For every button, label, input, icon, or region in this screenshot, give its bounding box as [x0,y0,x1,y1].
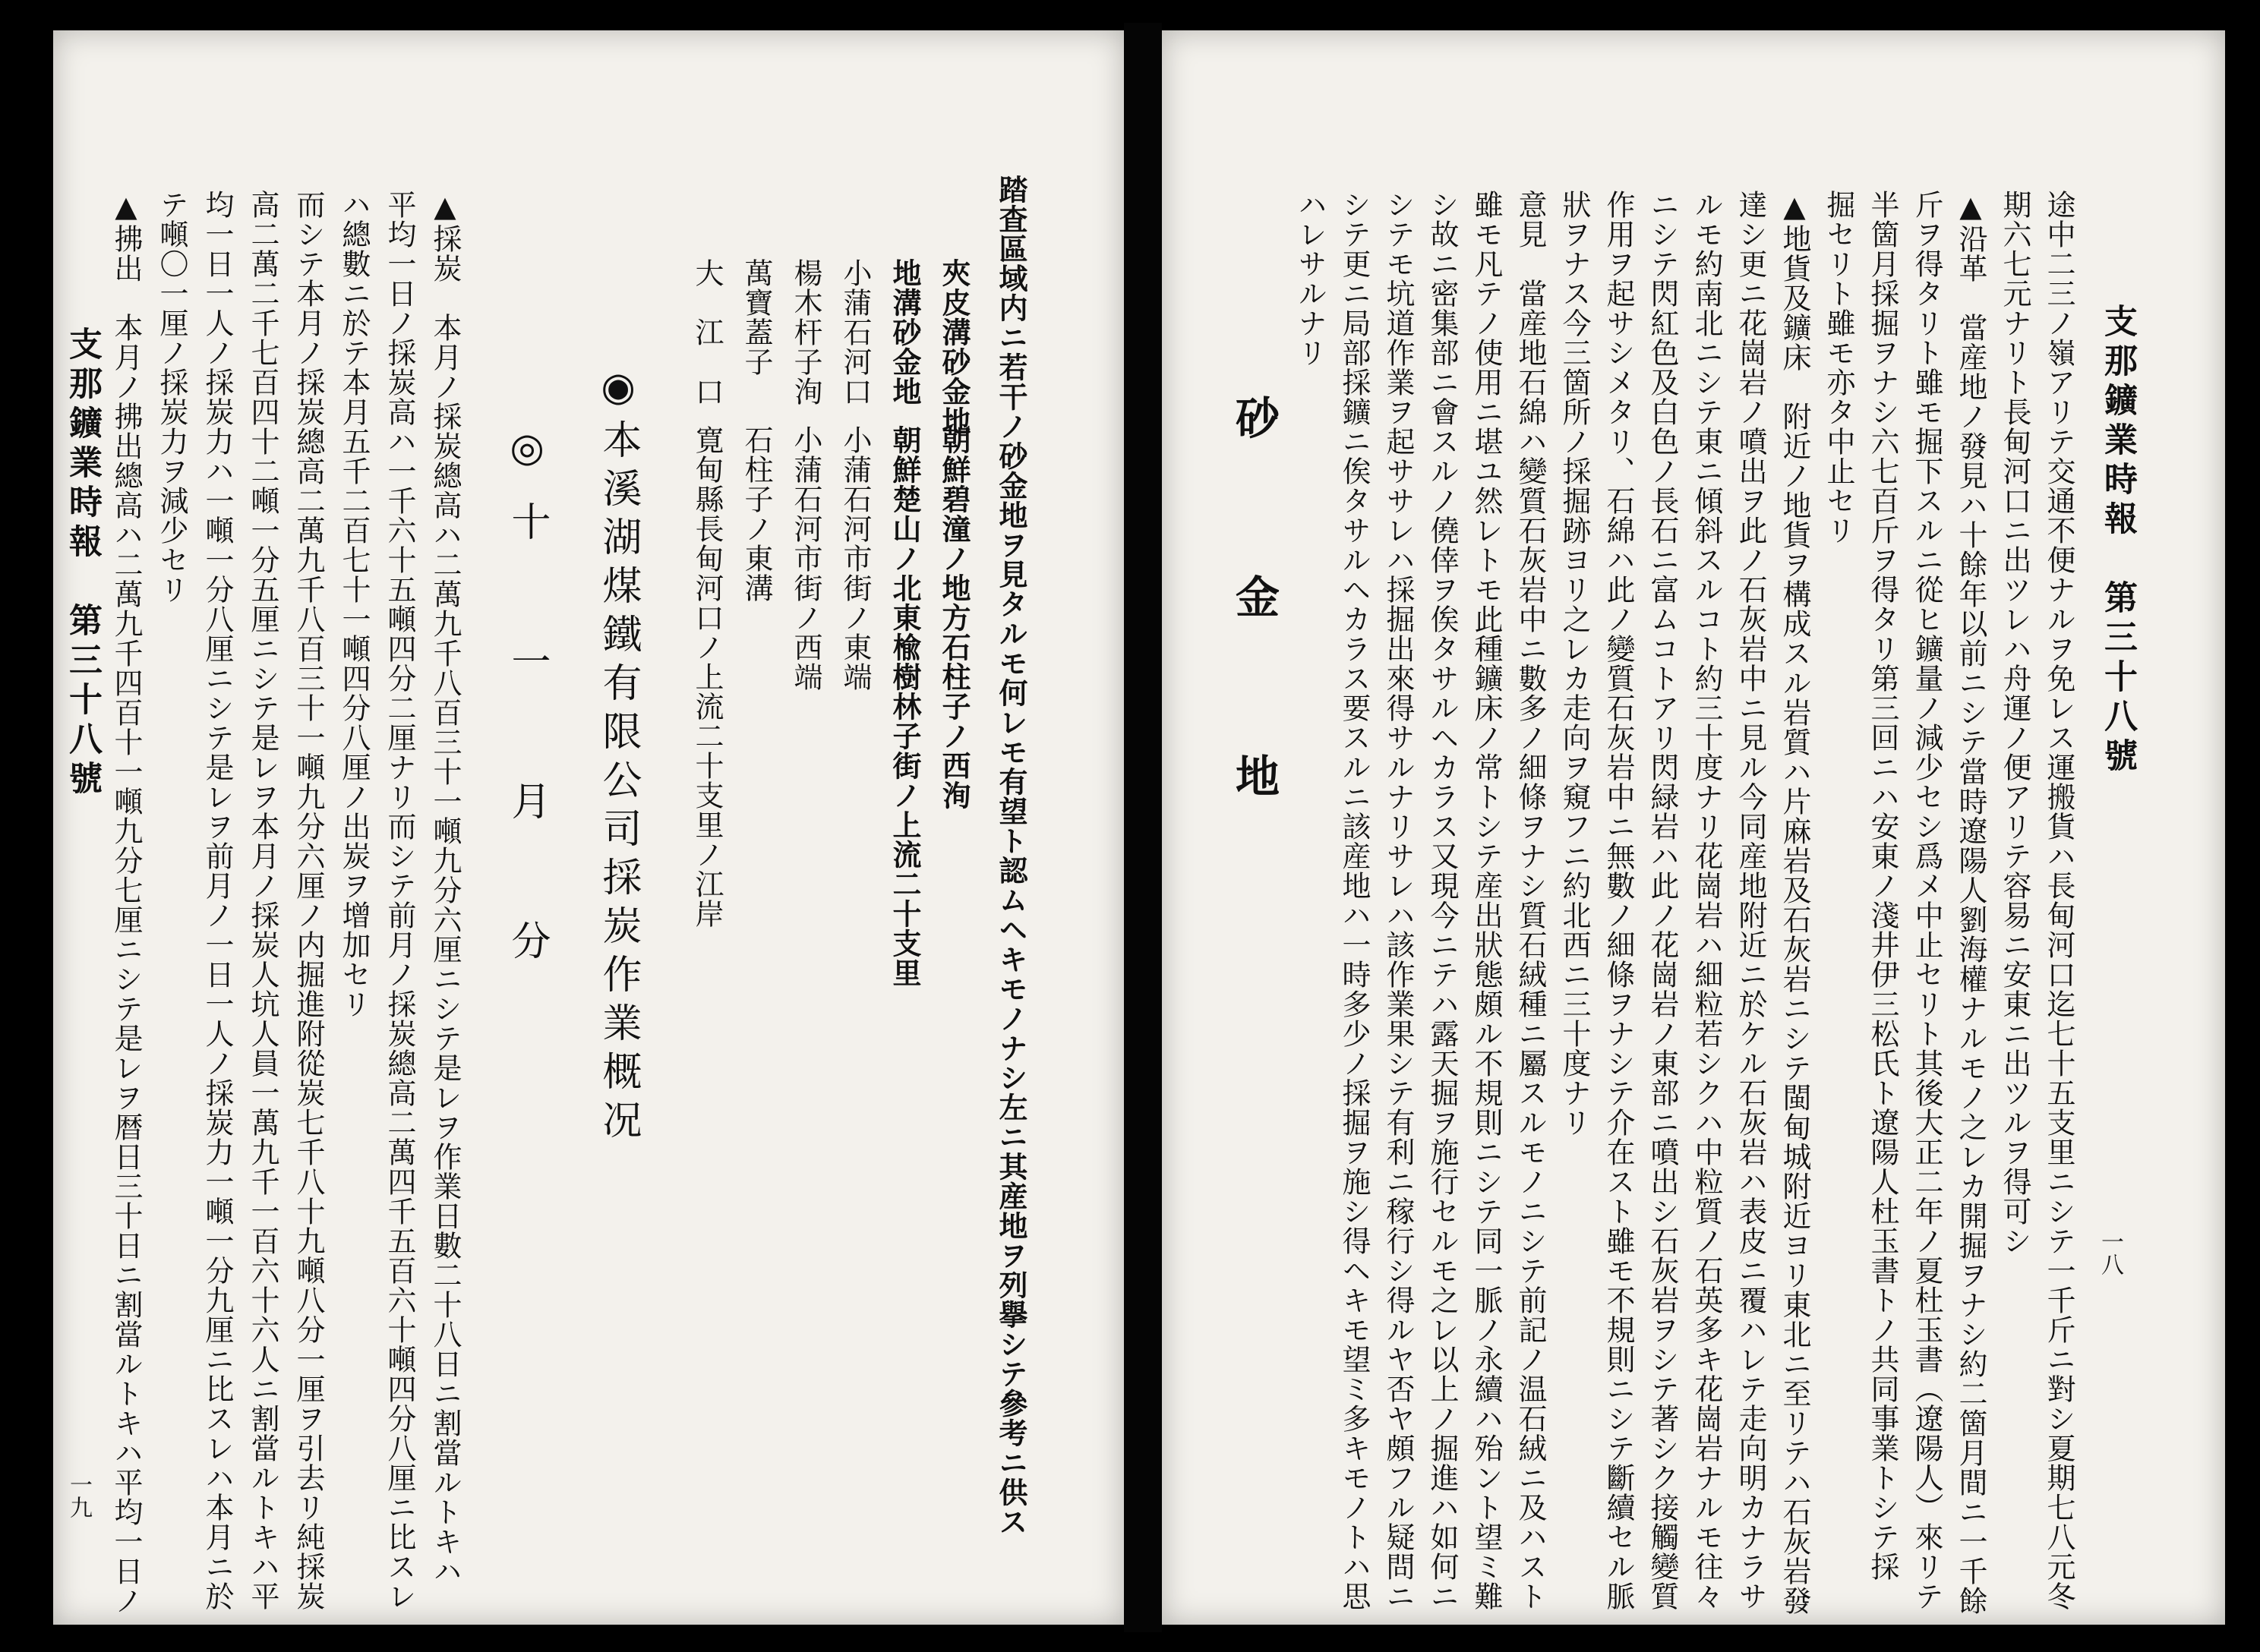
body-line: 達シ更ニ花崗岩ノ噴出ヲ此ノ石灰岩中ニ見ル今同産地附近ニ於ケル石灰岩ハ表皮ニ覆ハレテ走向明カナラサ [1734,190,1767,1611]
right-page [1162,30,2225,1625]
placer-name: 小蒲石河口 [838,258,872,406]
placer-name: 夾皮溝砂金地 [937,258,971,436]
page-number: 一八 [2097,1230,2123,1275]
section-title: 砂 金 地 [1228,395,1280,843]
body-line: ▲沿革 當産地ノ發見ハ十餘年以前ニシテ當時遼陽人劉海權ナルモノ之レカ開掘ヲナシ約二箇月間ニ一千餘 [1954,190,1987,1616]
placer-location: 小蒲石河市街ノ西端 [789,425,822,692]
body-line: シテモ坑道作業ヲ起ササレハ採掘出來得サルナリサレハ該作業果シテ有利ニ稼行シ得ルヤ否ヤ頗フル疑問ニ [1381,190,1415,1611]
placer-name: 地溝砂金地 [888,258,922,406]
placer-location: 石柱子ノ東溝 [740,425,773,603]
placer-location: 寛甸縣長甸河口ノ上流二十支里ノ江岸 [690,425,724,928]
body-line: 途中二三ノ嶺アリテ交通不便ナルヲ免レス運搬貨ハ長甸河口迄七十五支里ニシテ一千斤ニ對シ夏期七八元冬 [2042,190,2075,1611]
report-title: ◉本溪湖煤鐵有限公司採炭作業概况 [595,364,641,1148]
body-line: ハ總數ニ於テ本月五千二百七十一噸四分八厘ノ出炭ヲ增加セリ [337,190,371,1019]
body-line: 高二萬二千七百四十二噸一分五厘ニシテ是レヲ本月ノ採炭人坑人員一萬九千一百六十六人ニ割當ルトキハ平 [246,190,279,1611]
body-line: ▲採炭 本月ノ採炭總高ハ二萬九千八百三十一噸九分六厘ニシテ是レヲ作業日數二十八日ニ割當ルトキハ [428,190,462,1586]
body-line: ハレサルナリ [1293,190,1327,367]
body-line: 作用ヲ起サシメタリ、石綿ハ此ノ變質石灰岩中ニ無數ノ細條ヲナシテ介在スト雖モ不規則ニシテ斷續セル脈 [1602,190,1635,1611]
body-line: 半箇月採掘ヲナシ六七百斤ヲ得タリ第三回ニハ安東ノ淺井伊三松氏ト遼陽人杜玉書トノ共同事業トシテ採 [1866,190,1899,1581]
body-line: テ噸〇一厘ノ採炭力ヲ減少セリ [155,190,188,604]
placer-location: 朝鮮碧潼ノ地方石柱子ノ西洵 [937,425,971,810]
body-line: ▲地貨及鑛床 附近ノ地貨ヲ構成スル岩質ハ片麻岩及石灰岩ニシテ閩甸城附近ヨリ東北ニ至リテハ石灰岩發 [1778,190,1811,1616]
body-line: 掘セリト雖モ亦タ中止セリ [1822,190,1855,545]
body-line: ルモ約南北ニシテ東ニ傾斜スルコト約三十度ナリ花崗岩ハ細粒若シクハ中粒質ノ石英多キ花崗岩ナルモ往々 [1690,190,1723,1611]
body-line: 期六七元ナリト長甸河口ニ出ツレハ舟運ノ便アリテ容易ニ安東ニ出ツルヲ得可シ [1998,190,2031,1256]
body-line: 平均一日ノ採炭高ハ一千六十五噸四分二厘ナリ而シテ前月ノ採炭總高二萬四千五百六十噸四分八厘ニ比スレ [383,190,416,1611]
intro-line: 踏査區域内ニ若干ノ砂金地ヲ見タルモ何レモ有望ト認ムヘキモノナシ左ニ其産地ヲ列擧シテ參考ニ供ス [994,175,1028,1537]
running-foot: 支那鑛業時報 第三十八號 [63,326,102,800]
placer-name: 大 江 口 [690,258,724,406]
body-line: ニシテ閃紅色及白色ノ長石ニ富ムコトアリ閃緑岩ハ此ノ花崗岩ノ東部ニ噴出シ石灰岩ヲシテ著シク接觸變質 [1646,190,1679,1611]
month-heading: ◎十 一 月 分 [504,425,550,990]
placer-name: 萬寶蓋子 [740,258,773,377]
body-line: 意見 當産地石綿ハ變質石灰岩中ニ數多ノ細條ヲナシ質石絨種ニ屬スルモノニシテ前記ノ温石絨ニ及ハスト [1514,190,1547,1611]
page-number: 一九 [65,1473,92,1518]
running-head: 支那鑛業時報 第三十八號 [2098,304,2137,777]
body-line: シ故ニ密集部ニ會スルノ僥倖ヲ俟タサルヘカラス又現今ニテハ露天掘ヲ施行セルモ之レ以上ノ掘進ハ如何ニ [1425,190,1459,1611]
placer-name: 楊木杆子洵 [789,258,822,406]
body-line: 均一日一人ノ採炭力ハ一噸一分八厘ニシテ是レヲ前月ノ一日一人ノ採炭力一噸一分九厘ニ比スレハ本月ニ於 [200,190,234,1611]
body-line: シテ更ニ局部採鑛ニ俟タサルヘカラス要スルニ該産地ハ一時多少ノ採掘ヲ施シ得ヘキモ望ミ多キモノトハ思 [1337,190,1371,1611]
body-line: 而シテ本月ノ採炭總高二萬九千八百三十一噸九分六厘ノ内掘進附從炭七千八十九噸八分一厘ヲ引去リ純採炭 [292,190,325,1611]
left-page [53,30,1124,1625]
placer-location: 小蒲石河市街ノ東端 [838,425,872,692]
placer-location: 朝鮮楚山ノ北東楡樹林子街ノ上流二十支里 [888,425,922,988]
body-line: 雖モ凡テノ使用ニ堪ユ然レトモ此種鑛床ノ常トシテ産出狀態頗ル不規則ニシテ同一脈ノ永續ハ殆ント望ミ難 [1469,190,1503,1611]
body-line: 狀ヲナス今三箇所ノ採掘跡ヨリ之レカ走向ヲ窺フニ約北西ニ三十度ナリ [1558,190,1591,1137]
book-gutter [1124,23,1162,1632]
body-line: 斤ヲ得タリト雖モ掘下スルニ從ヒ鑛量ノ減少セシ爲メ中止セリト其後大正二年ノ夏杜玉書（遼陽人）來リテ [1910,190,1943,1611]
body-line: ▲拂出 本月ノ拂出總高ハ二萬九千四百十一噸九分七厘ニシテ是レヲ暦日三十日ニ割當ルトキハ平均一日ノ [109,190,143,1616]
